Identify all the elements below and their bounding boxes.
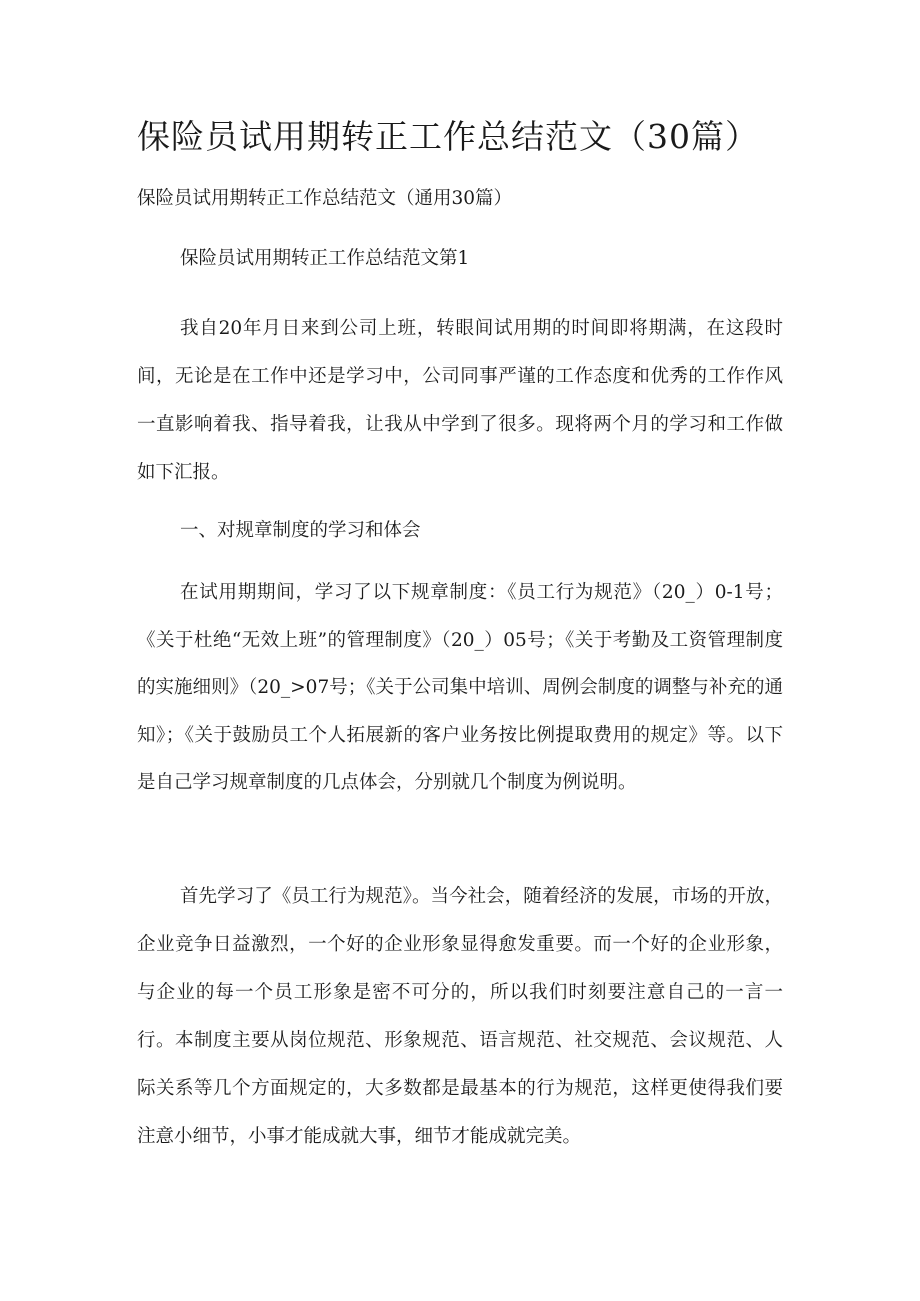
heading-rules-study: 一、对规章制度的学习和体会 — [180, 520, 421, 541]
paragraph-intro: 我自20年月日来到公司上班，转眼间试用期的时间即将期满，在这段时间，无论是在工作中还是学习中，公司同事严谨的工作态度和优秀的工作作风一直影响着我、指导着我，让我从中学到了很多。现将两个月的学习和工作做如下汇报。 — [137, 318, 783, 483]
document-title: 保险员试用期转正工作总结范文（30篇） — [137, 117, 759, 156]
section-heading: 保险员试用期转正工作总结范文第1 — [180, 248, 470, 269]
paragraph-conduct-code: 首先学习了《员工行为规范》。当今社会，随着经济的发展，市场的开放，企业竞争日益激烈，一个好的企业形象显得愈发重要。而一个好的企业形象，与企业的每一个员工形象是密不可分的，所以我们时刻要注意自己的一言一行。本制度主要从岗位规范、形象规范、语言规范、社交规范、会议规范、人际关系等几个方面规定的，大多数都是最基本的行为规范，这样更使得我们要注意小细节，小事才能成就大事，细节才能成就完美。 — [137, 886, 783, 1147]
document-subtitle: 保险员试用期转正工作总结范文（通用30篇） — [137, 188, 513, 209]
paragraph-rules-list: 在试用期期间，学习了以下规章制度：《员工行为规范》（20_）0-1号；《关于杜绝“无效上班”的管理制度》（20_）05号；《关于考勤及工资管理制度的实施细则》（20_>07号；《关于公司集中培训、周例会制度的调整与补充的通知》；《关于鼓励员工个人拓展新的客户业务按比例提取费用的规定》等。以下是自己学习规章制度的几点体会，分别就几个制度为例说明。 — [137, 582, 783, 793]
